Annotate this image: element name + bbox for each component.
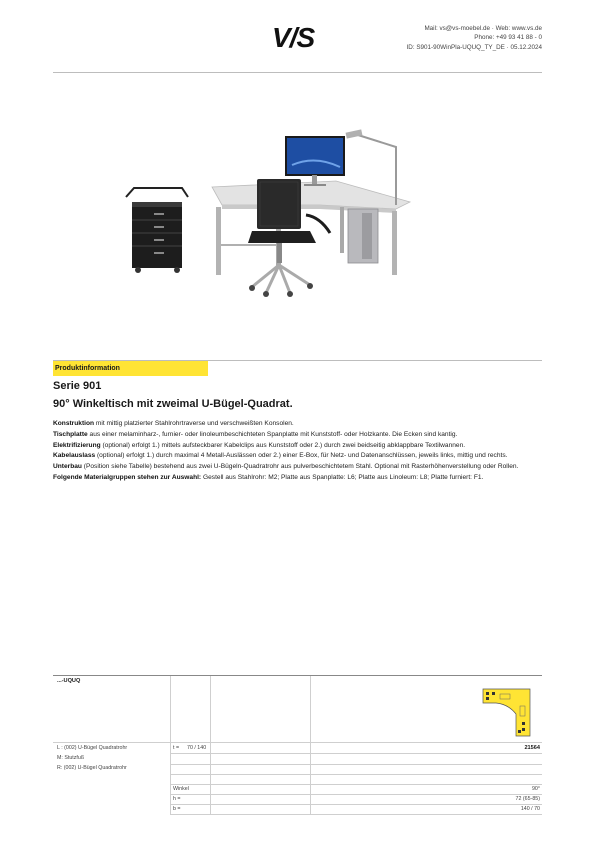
desc-cable-outlet: Kabelauslass (optional) erfolgt 1.) durch maximal 4 Metall-Auslässen oder 2.) einer E-Box, für Netz- und Datenanschlüssen, jeweils links, mittig und rechts. [53,452,508,460]
desc-electrification: Elektrifizierung (optional) erfolgt 1.) mittels aufsteckbarer Kabelclips aus Kunststoff oder 2.) durch zwei beidseitig abklappbare Textilwannen. [53,441,466,449]
legend-middle: M: Stutzfuß [57,755,85,761]
desc-tabletop: Tischplatte aus einer melaminharz-, furnier- oder linoleumbeschichteten Spanplatte mit Kunststoff- oder Holzkante. Die Ecken sind kantig. [53,430,458,438]
layout-thumbnail [482,688,531,737]
spec-value-angle: 90° [531,786,540,792]
product-subtitle: 90° Winkeltisch mit zweimal U-Bügel-Quadrat. [53,398,293,410]
brand-logo: V/S [272,22,315,53]
table-row-rule [170,814,542,815]
spec-value-width: 140 / 70 [520,806,540,812]
header-divider [53,72,542,73]
depth-label: t = [173,745,180,751]
table-row-rule [53,742,542,743]
table-row-rule [170,764,542,765]
desc-construction: Konstruktion mit mittig platzierter Stahlrohrtraverse und verschweißten Konsolen. [53,420,294,427]
product-description [53,419,531,484]
desc-base: Unterbau (Position siehe Tabelle) bestehend aus zwei U-Bügeln-Quadratrohr aus pulverbeschichtetem Stahl. Optional mit Rasterhöhenverstellung oder Rollen. [53,463,519,471]
spec-label-width: b = [173,806,181,812]
legend-left: L : (002) U-Bügel Quadratrohr [57,745,128,751]
table-row-rule [170,784,542,785]
table-row-rule [170,804,542,805]
depth-value: 70 / 140 [187,745,207,751]
spec-label-angle: Winkel [173,786,189,792]
drawer-pedestal [126,188,188,273]
document-id: ID: S901-90WinPla-UQUQ_TY_DE · 05.12.2024 [406,43,542,51]
table-row-rule [170,794,542,795]
contact-mail-web: Mail: vs@vs-moebel.de · Web: www.vs.de [424,25,542,32]
contact-phone: Phone: +49 93 41 88 - 0 [474,34,542,42]
desc-materials: Folgende Materialgruppen stehen zur Auswahl: Gestell aus Stahlrohr: M2; Platte aus Spanplatte: L6; Platte aus Linoleum: L8; Platte furniert: F1. [53,473,484,481]
spec-label-height: h = [173,796,181,802]
model-code: ...-UQUQ [57,678,81,684]
spec-value-height: 72 (65-85) [515,796,540,802]
article-number: 21564 [524,745,540,751]
contact-block [407,24,542,52]
section-tag: Produktinformation [53,361,208,376]
series-title: Serie 901 [53,380,102,392]
table-row-rule [170,753,542,754]
product-image [120,125,420,300]
table-row-rule [170,774,542,775]
legend-right: R: (002) U-Bügel Quadratrohr [57,765,127,771]
table-top-rule [53,675,542,676]
